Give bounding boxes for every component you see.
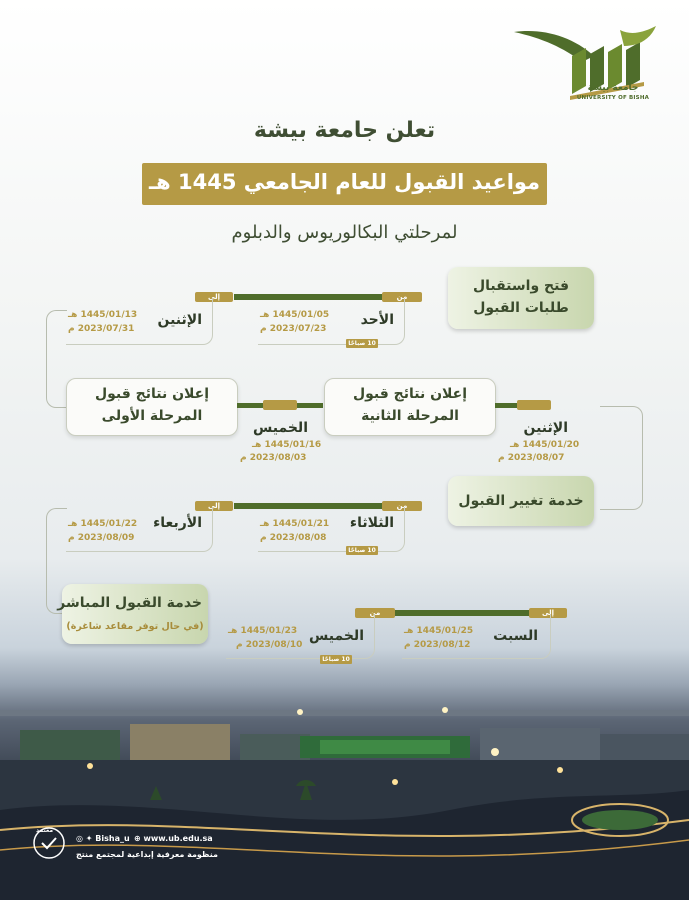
- step-title-apply: فتح واستقبال طلبات القبول: [472, 278, 570, 316]
- time-tag: 10 صباحًا: [320, 655, 352, 664]
- gregorian-date: 2023/07/23 م: [260, 324, 327, 334]
- to-pill: إلى: [195, 501, 233, 511]
- timeline-bar: [237, 403, 263, 408]
- footer: [0, 818, 689, 900]
- step-title-direct: خدمة القبول المباشر: [57, 595, 202, 611]
- hijri-date: 1445/01/05 هـ: [260, 310, 330, 320]
- time-tag: 10 صباحًا: [346, 546, 378, 555]
- day-name: الأربعاء: [153, 515, 202, 531]
- accreditation-label: معتمد: [36, 827, 54, 834]
- day-name: الإثنين: [523, 420, 568, 436]
- to-pill: إلى: [529, 608, 567, 618]
- step-title-results-1: إعلان نتائج قبول المرحلة الأولى: [94, 386, 210, 424]
- hijri-date: 1445/01/22 هـ: [68, 519, 138, 529]
- date-box-direct-from: [226, 614, 375, 659]
- date-box-change-from: [258, 507, 405, 552]
- date-box-direct-to: [402, 614, 551, 659]
- step-box-direct: [57, 584, 208, 644]
- from-pill: من: [355, 608, 395, 618]
- university-logo-icon: [512, 26, 658, 106]
- subtitle: لمرحلتي البكالوريوس والدبلوم: [231, 222, 458, 243]
- time-tag: 10 صباحًا: [346, 339, 378, 348]
- day-name: الخميس: [308, 628, 364, 644]
- hijri-date: 1445/01/23 هـ: [228, 626, 298, 636]
- step-title-results-2: إعلان نتائج قبول المرحلة الثانية: [352, 386, 468, 424]
- to-pill: إلى: [195, 292, 233, 302]
- timeline-bar: [297, 403, 323, 408]
- hijri-date: 1445/01/21 هـ: [260, 519, 330, 529]
- hijri-date: 1445/01/13 هـ: [68, 310, 138, 320]
- connector-line: [46, 310, 67, 408]
- announcement-heading: تعلن جامعة بيشة: [253, 118, 436, 143]
- step-box-results-2: [324, 378, 496, 436]
- logo-name-english: UNIVERSITY OF BISHA: [576, 95, 650, 101]
- hijri-date: 1445/01/20 هـ: [510, 440, 580, 450]
- social-handle-text: Bisha_u: [95, 834, 130, 843]
- social-handle-link[interactable]: [76, 834, 130, 843]
- day-name: الإثنين: [157, 312, 202, 328]
- instagram-icon: ◎: [76, 834, 83, 843]
- day-name: السبت: [493, 628, 538, 644]
- footer-tagline: منظومة معرفية إبداعية لمجتمع منتج: [76, 850, 218, 859]
- step-box-change: [448, 476, 594, 526]
- day-name: الخميس: [252, 420, 308, 436]
- main-title: مواعيد القبول للعام الجامعي 1445 هـ: [148, 170, 541, 194]
- timeline-bar: [495, 403, 517, 408]
- connector-line: [600, 406, 643, 510]
- globe-icon: ⊕: [134, 834, 141, 843]
- twitter-icon: ✦: [85, 834, 93, 843]
- gregorian-date: 2023/08/07 م: [498, 453, 565, 463]
- gregorian-date: 2023/08/03 م: [240, 453, 307, 463]
- timeline-marker: [263, 400, 297, 410]
- gregorian-date: 2023/08/09 م: [68, 533, 135, 543]
- logo-name-arabic: جامعة بيشة: [587, 83, 639, 93]
- from-pill: من: [382, 292, 422, 302]
- step-box-results-1: [66, 378, 238, 436]
- step-note-direct: (في حال توفر مقاعد شاغرة): [66, 621, 204, 632]
- website-link[interactable]: [134, 834, 213, 843]
- date-box-apply-from: [258, 298, 405, 345]
- day-name: الثلاثاء: [349, 515, 394, 531]
- from-pill: من: [382, 501, 422, 511]
- gregorian-date: 2023/08/10 م: [236, 640, 303, 650]
- gregorian-date: 2023/08/12 م: [404, 640, 471, 650]
- hijri-date: 1445/01/16 هـ: [252, 440, 322, 450]
- timeline-marker: [517, 400, 551, 410]
- step-box-apply: [448, 267, 594, 329]
- hijri-date: 1445/01/25 هـ: [404, 626, 474, 636]
- date-box-apply-to: [66, 298, 213, 345]
- day-name: الأحد: [360, 312, 394, 328]
- gregorian-date: 2023/08/08 م: [260, 533, 327, 543]
- step-title-change: خدمة تغيير القبول: [458, 493, 584, 509]
- gregorian-date: 2023/07/31 م: [68, 324, 135, 334]
- website-text: www.ub.edu.sa: [143, 834, 213, 843]
- date-box-change-to: [66, 507, 213, 552]
